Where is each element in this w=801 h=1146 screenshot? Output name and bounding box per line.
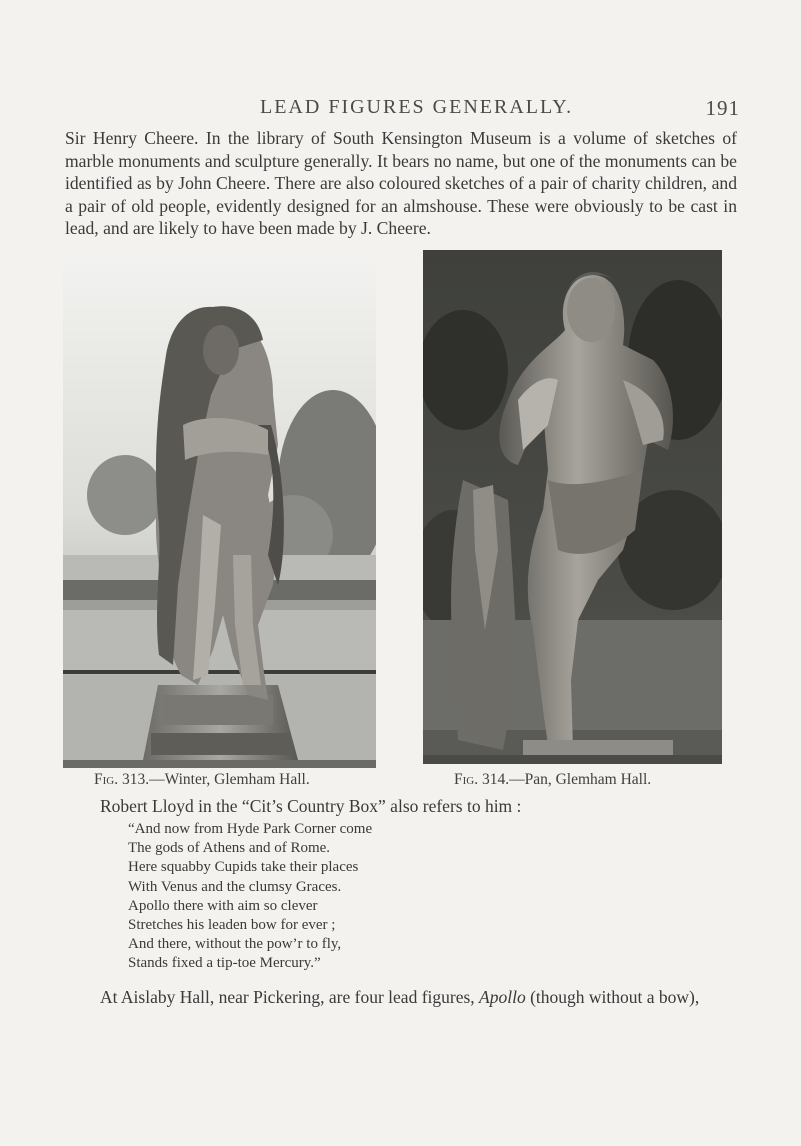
- page-number: 191: [705, 96, 740, 120]
- verse-line: Here squabby Cupids take their places: [128, 859, 359, 876]
- verse-line: Apollo there with aim so clever: [128, 897, 318, 914]
- figure-313-winter-photo: [63, 255, 376, 768]
- verse-line: Stands fixed a tip-toe Mercury.”: [128, 955, 321, 972]
- verse-line: The gods of Athens and of Rome.: [128, 840, 331, 857]
- figure-314-caption: [454, 771, 651, 789]
- paragraph-aislaby-text-end: (though without a bow),: [525, 987, 700, 1007]
- paragraph-lloyd: Robert Lloyd in the “Cit’s Country Box” also refers to him :: [100, 796, 522, 816]
- running-head-title: LEAD FIGURES GENERALLY.: [260, 96, 574, 118]
- verse-line: “And now from Hyde Park Corner come: [128, 821, 373, 837]
- figure-314-pan-photo: [423, 250, 722, 764]
- figure-313-label: Fig.: [94, 771, 119, 788]
- figure-313-caption-text: —Winter, Glemham Hall.: [149, 771, 310, 788]
- figure-314-number: 314.: [481, 771, 510, 788]
- verse-line: With Venus and the clumsy Graces.: [128, 878, 342, 895]
- verse-line: Stretches his leaden bow for ever ;: [128, 917, 336, 934]
- apollo-italic: Apollo: [479, 987, 526, 1007]
- verse-line: And there, without the pow’r to fly,: [128, 936, 342, 953]
- figure-314-caption-text: —Pan, Glemham Hall.: [509, 771, 652, 788]
- figure-313-caption: [94, 771, 310, 789]
- paragraph-cheere: Sir Henry Cheere. In the library of South Kensington Museum is a volume of sketches of marble monuments and sculpture generally. It bears no name, but one of the monuments can be identified as by John Cheere. There are also coloured sketches of a pair of charity children, and a pair of old people, evidently designed for an almshouse. These were obviously to be cast in lead, and are likely to have been made by J. Cheere.: [65, 128, 737, 238]
- paragraph-aislaby: [100, 986, 790, 1009]
- figure-313-number: 313.: [121, 771, 150, 788]
- verse-quotation: [128, 820, 548, 974]
- figure-314-label: Fig.: [454, 771, 479, 788]
- paragraph-aislaby-text: At Aislaby Hall, near Pickering, are four lead figures,: [100, 987, 480, 1007]
